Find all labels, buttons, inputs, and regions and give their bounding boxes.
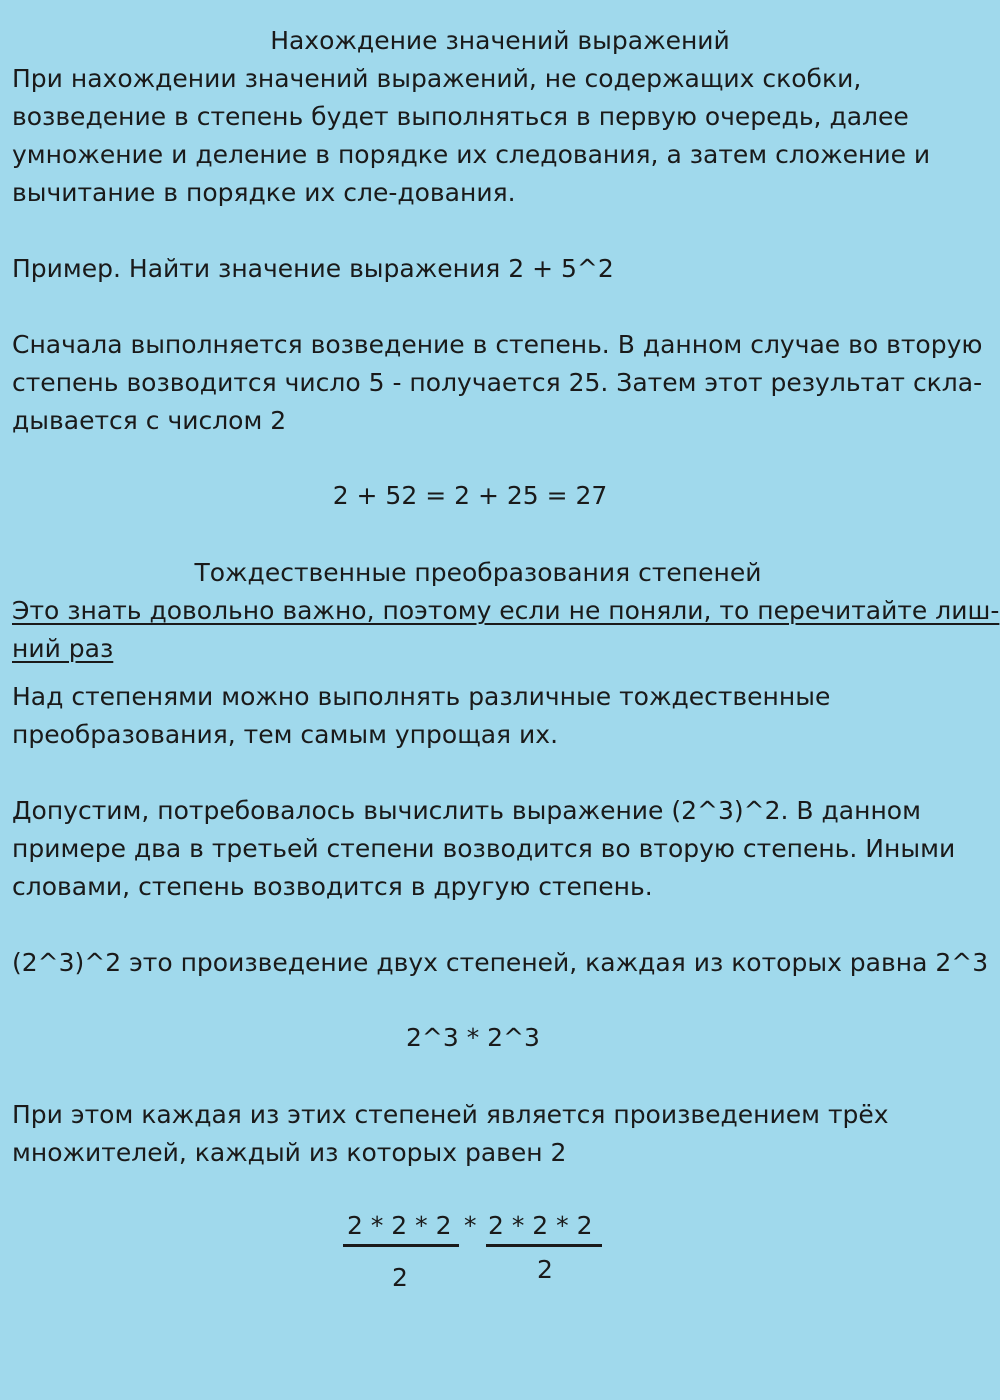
fraction-right-bar xyxy=(486,1244,602,1247)
paragraph-line: умножение и деление в порядке их следования, а затем сложение и xyxy=(12,140,931,169)
fraction-left-numerator: 2 * 2 * 2 xyxy=(347,1211,452,1240)
important-note-line: Это знать довольно важно, поэтому если не поняли, то перечитайте лиш- xyxy=(12,596,1000,625)
formula-result: 2 + 52 = 2 + 25 = 27 xyxy=(332,481,608,510)
paragraph-line: возведение в степень будет выполняться в первую очередь, далее xyxy=(12,102,909,131)
paragraph-line: преобразования, тем самым упрощая их. xyxy=(12,720,559,749)
fraction-left-denominator: 2 xyxy=(392,1263,408,1292)
fraction-operator: * xyxy=(464,1211,477,1240)
paragraph-line: дывается с числом 2 xyxy=(12,406,287,435)
paragraph-line: При этом каждая из этих степеней является произведением трёх xyxy=(12,1100,889,1129)
paragraph-line: словами, степень возводится в другую степень. xyxy=(12,872,653,901)
paragraph-line: Над степенями можно выполнять различные тождественные xyxy=(12,682,831,711)
paragraph-line: При нахождении значений выражений, не содержащих скобки, xyxy=(12,64,862,93)
paragraph-line: Сначала выполняется возведение в степень. В данном случае во вторую xyxy=(12,330,983,359)
paragraph-line: (2^3)^2 это произведение двух степеней, каждая из которых равна 2^3 xyxy=(12,948,989,977)
paragraph-line: вычитание в порядке их сле-дования. xyxy=(12,178,516,207)
example-line: Пример. Найти значение выражения 2 + 5^2 xyxy=(12,254,614,283)
section-title-transformations: Тождественные преобразования степеней xyxy=(194,558,762,587)
fraction-right-numerator: 2 * 2 * 2 xyxy=(488,1211,593,1240)
paragraph-line: степень возводится число 5 - получается 25. Затем этот результат скла- xyxy=(12,368,983,397)
paragraph-line: примере два в третьей степени возводится во вторую степень. Иными xyxy=(12,834,956,863)
important-note-line: ний раз xyxy=(12,634,114,663)
fraction-left-bar xyxy=(343,1244,459,1247)
formula-product: 2^3 * 2^3 xyxy=(406,1023,540,1052)
section-title-expressions: Нахождение значений выражений xyxy=(270,26,730,55)
fraction-right-denominator: 2 xyxy=(537,1255,553,1284)
paragraph-line: множителей, каждый из которых равен 2 xyxy=(12,1138,567,1167)
paragraph-line: Допустим, потребовалось вычислить выражение (2^3)^2. В данном xyxy=(12,796,921,825)
